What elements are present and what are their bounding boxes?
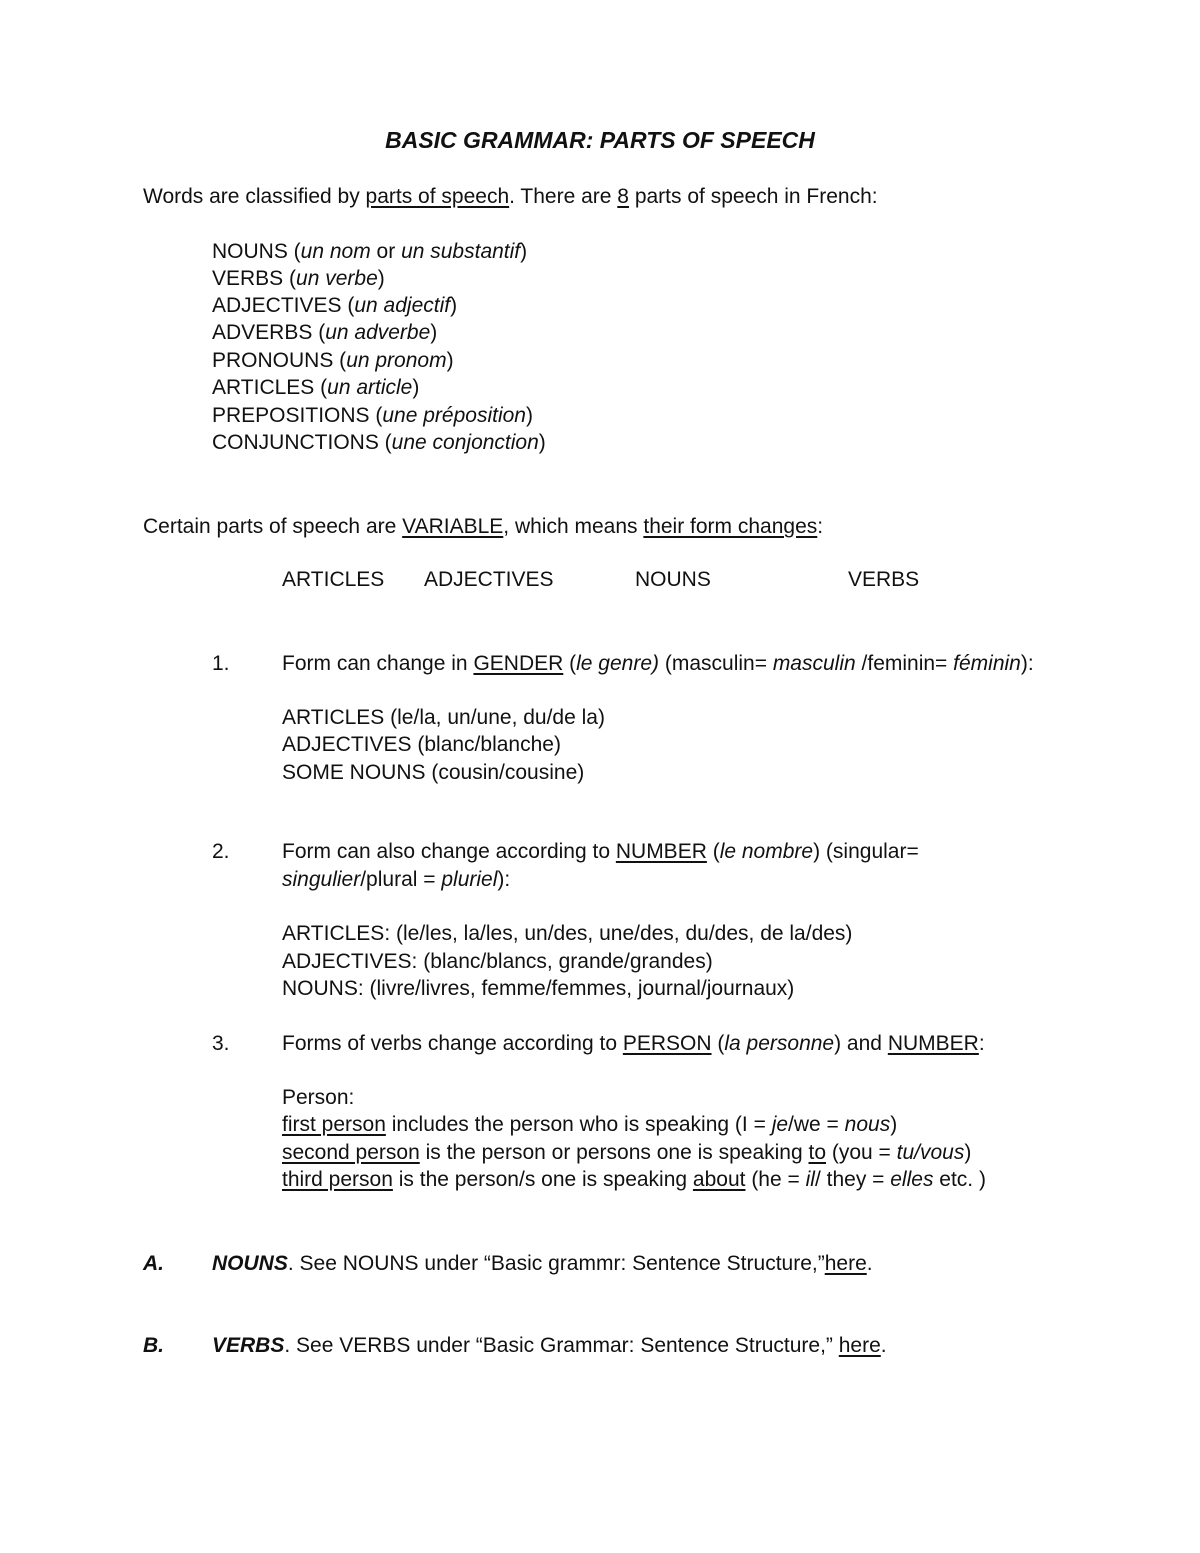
item-fr: singulier	[282, 868, 361, 891]
person-text: is the person/s one is speaking	[392, 1168, 693, 1191]
variable-keyword: their form changes	[643, 515, 818, 538]
section-b-line	[212, 1332, 887, 1359]
item1-example: SOME NOUNS (cousin/cousine)	[282, 761, 585, 784]
item-text: /plural =	[360, 868, 442, 891]
item-fr: pluriel	[441, 868, 498, 891]
person-text: (he =	[745, 1168, 806, 1191]
variable-keyword: VARIABLE	[402, 515, 504, 538]
person-fr: tu/vous	[896, 1141, 965, 1164]
person-fr: je	[771, 1113, 789, 1136]
variable-text: , which means	[503, 515, 644, 538]
part-en: PREPOSITIONS (	[212, 404, 383, 427]
item-text: Form can change in	[282, 652, 474, 675]
part-fr: une préposition	[382, 404, 526, 427]
part-item	[212, 402, 533, 429]
person-term: second person	[282, 1141, 420, 1164]
section-b-heading: VERBS	[212, 1334, 285, 1357]
third-person-line	[282, 1166, 986, 1193]
item-fr: le genre)	[576, 652, 660, 675]
intro-parts-of-speech: parts of speech	[365, 185, 510, 208]
variable-column: NOUNS	[635, 568, 711, 591]
item-number: 2.	[212, 840, 230, 863]
person-term: first person	[282, 1113, 386, 1136]
item-keyword: GENDER	[473, 652, 564, 675]
item-text: :	[978, 1032, 985, 1055]
section-b-here-link[interactable]: here	[838, 1334, 881, 1357]
item-text: ) (singular=	[813, 840, 919, 863]
part-item	[212, 374, 419, 401]
person-fr: nous	[844, 1113, 891, 1136]
intro-text: parts of speech in French:	[628, 185, 878, 208]
part-end: )	[525, 404, 533, 427]
part-end: )	[412, 376, 420, 399]
part-end: )	[538, 431, 546, 454]
item-text: (	[563, 652, 577, 675]
part-en: PRONOUNS (	[212, 349, 347, 372]
item-text: Forms of verbs change according to	[282, 1032, 623, 1055]
person-keyword: to	[808, 1141, 827, 1164]
item1-heading	[282, 650, 1034, 677]
part-fr: un adverbe	[325, 321, 431, 344]
part-item	[212, 319, 437, 346]
item-text: Form can also change according to	[282, 840, 616, 863]
item-fr: le nombre	[719, 840, 814, 863]
part-end: )	[520, 240, 528, 263]
intro-count: 8	[617, 185, 629, 208]
part-item	[212, 292, 457, 319]
item-text: ) and	[834, 1032, 888, 1055]
person-text: /we =	[788, 1113, 845, 1136]
part-fr: un adjectif	[354, 294, 451, 317]
item-fr: la personne	[724, 1032, 835, 1055]
person-keyword: about	[692, 1168, 746, 1191]
item2-example: ADJECTIVES: (blanc/blancs, grande/grandes)	[282, 950, 713, 973]
section-b-text: . See VERBS under “Basic Grammar: Sentence Structure,”	[284, 1334, 839, 1357]
part-en: NOUNS (	[212, 240, 301, 263]
part-end: )	[446, 349, 454, 372]
section-a-text: .	[866, 1252, 873, 1275]
part-fr: une conjonction	[391, 431, 539, 454]
item-keyword: PERSON	[622, 1032, 712, 1055]
intro-text: Words are classified by	[143, 185, 366, 208]
variable-column: ARTICLES	[282, 568, 385, 591]
part-fr: un verbe	[296, 267, 378, 290]
item-text: (	[706, 840, 720, 863]
item-text: ):	[1020, 652, 1034, 675]
part-item	[212, 265, 385, 292]
part-item	[212, 347, 454, 374]
person-label: Person:	[282, 1086, 355, 1109]
part-fr: un substantif	[401, 240, 521, 263]
item-text: ):	[497, 868, 511, 891]
item-fr: masculin	[772, 652, 856, 675]
part-mid: or	[370, 240, 402, 263]
part-item	[212, 238, 527, 265]
item-text: (masculin=	[659, 652, 773, 675]
section-b-letter: B.	[143, 1334, 164, 1357]
part-fr: un pronom	[346, 349, 447, 372]
part-en: ADVERBS (	[212, 321, 326, 344]
part-fr: un article	[327, 376, 413, 399]
item-text: (	[711, 1032, 725, 1055]
person-fr: elles	[890, 1168, 934, 1191]
first-person-line	[282, 1111, 897, 1138]
person-fr: il	[805, 1168, 815, 1191]
variable-text: Certain parts of speech are	[143, 515, 403, 538]
person-text: )	[890, 1113, 898, 1136]
second-person-line	[282, 1139, 971, 1166]
person-text: includes the person who is speaking (I =	[385, 1113, 772, 1136]
item3-heading	[282, 1030, 985, 1057]
variable-column: ADJECTIVES	[424, 568, 554, 591]
part-end: )	[450, 294, 458, 317]
part-en: VERBS (	[212, 267, 297, 290]
item1-example: ARTICLES (le/la, un/une, du/de la)	[282, 706, 605, 729]
section-a-heading: NOUNS	[212, 1252, 288, 1275]
item-keyword: NUMBER	[887, 1032, 979, 1055]
person-text: )	[964, 1141, 972, 1164]
item-fr: féminin	[953, 652, 1021, 675]
page-title: BASIC GRAMMAR: PARTS OF SPEECH	[385, 127, 815, 153]
item2-example: NOUNS: (livre/livres, femme/femmes, journal/journaux)	[282, 977, 795, 1000]
person-text: etc. )	[933, 1168, 986, 1191]
item1-example: ADJECTIVES (blanc/blanche)	[282, 733, 561, 756]
section-a-text: . See NOUNS under “Basic grammr: Sentence Structure,”	[287, 1252, 825, 1275]
item-keyword: NUMBER	[615, 840, 707, 863]
variable-text: :	[817, 515, 824, 538]
part-item	[212, 429, 546, 456]
intro-text: . There are	[509, 185, 618, 208]
person-text: (you =	[826, 1141, 897, 1164]
part-en: ARTICLES (	[212, 376, 328, 399]
person-text: is the person or persons one is speaking	[419, 1141, 809, 1164]
section-a-line	[212, 1250, 873, 1277]
part-en: CONJUNCTIONS (	[212, 431, 392, 454]
section-a-letter: A.	[143, 1252, 164, 1275]
person-text: / they =	[814, 1168, 891, 1191]
variable-paragraph	[143, 513, 823, 540]
part-en: ADJECTIVES (	[212, 294, 355, 317]
section-b-text: .	[880, 1334, 887, 1357]
variable-column: VERBS	[848, 568, 920, 591]
item-number: 3.	[212, 1032, 230, 1055]
item2-example: ARTICLES: (le/les, la/les, un/des, une/des, du/des, de la/des)	[282, 922, 853, 945]
intro-paragraph	[143, 183, 878, 210]
part-end: )	[377, 267, 385, 290]
part-fr: un nom	[300, 240, 371, 263]
item-text: /feminin=	[855, 652, 954, 675]
person-term: third person	[282, 1168, 393, 1191]
part-end: )	[430, 321, 438, 344]
item-number: 1.	[212, 652, 230, 675]
section-a-here-link[interactable]: here	[824, 1252, 867, 1275]
item2-heading	[282, 838, 919, 865]
item2-heading-cont	[282, 866, 510, 893]
